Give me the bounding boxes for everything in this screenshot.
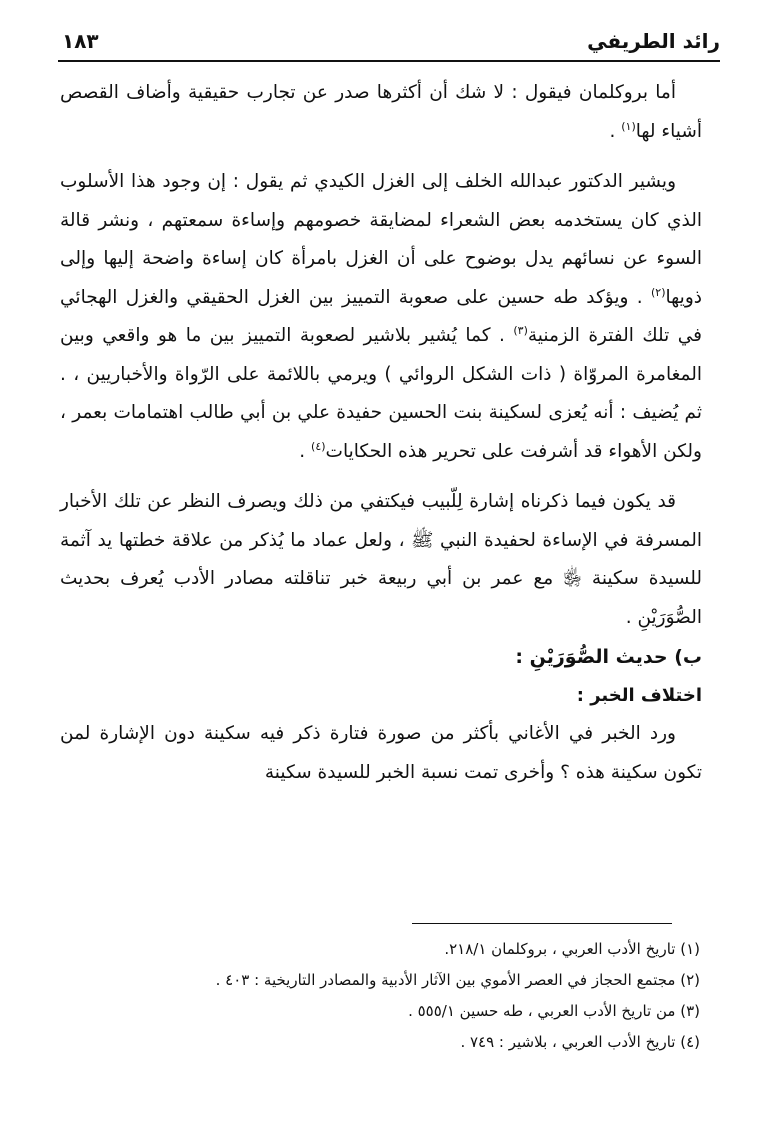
footnote-4: (٤) تاريخ الأدب العربي ، بلاشير : ٧٤٩ .: [460, 1033, 700, 1051]
main-text: [60, 74, 702, 792]
running-author: رائد الطريفي: [587, 29, 720, 53]
paragraph-3: قد يكون فيما ذكرناه إشارة لِلّبيب فيكتفي من ذلك ويصرف النظر عن تلك الأخبار المسرفة في الإساءة لحفيدة النبي ﷺ ، ولعل عماد ما يُذكر من علاقة خطتها يد آثمة للسيدة سكينة ﵂ مع عمر بن أبي ربيعة خبر تناقلته مصادر الأدب يُعرف بحديث الصُّوَرَيْنِ .: [60, 491, 702, 628]
header-divider: [58, 60, 720, 62]
paragraph-2-part-3: . كما يُشير بلاشير لصعوبة التمييز بين ما هو واقعي وبين المغامرة المروّاة ( ذات الشكل الروائي ) ويرمي باللائمة على الرّواة والأخباريين ، . ثم يُضيف : أنه يُعزى لسكينة بنت الحسين حفيدة علي بن أبي طالب اهتمامات بعمر ، ولكن الأهواء قد أشرفت على تحرير هذه الحكايات: [60, 325, 702, 462]
paragraph-1-tail: .: [609, 120, 622, 142]
footnote-1: (١) تاريخ الأدب العربي ، بروكلمان ٢١٨/١.: [444, 940, 700, 958]
section-heading: ب) حديث الصُّوَرَيْنِ :: [515, 646, 702, 668]
running-header: [62, 26, 720, 56]
footnote-2: (٢) مجتمع الحجاز في العصر الأموي بين الآثار الأدبية والمصادر التاريخية : ٤٠٣ .: [215, 971, 700, 989]
footnote-3: (٣) من تاريخ الأدب العربي ، طه حسين ٥٥٥/١ .: [408, 1002, 700, 1020]
footnote-ref-4[interactable]: (٤): [311, 439, 326, 453]
paragraph-2-part-2: . ويؤكد طه حسين على صعوبة التمييز بين الغزل الحقيقي والغزل الهجائي في تلك الفترة الزمنية: [60, 286, 702, 346]
footnote-ref-1[interactable]: (١): [621, 119, 636, 133]
sub-heading: اختلاف الخبر :: [576, 685, 702, 706]
paragraph-2-part-1: ويشير الدكتور عبدالله الخلف إلى الغزل الكيدي ثم يقول : إن وجود هذا الأسلوب الذي كان يستخدمه بعض الشعراء لمضايقة خصومهم وإساءة سمعتهم ، ونشر قالة السوء عن نسائهم يدل بوضوح على أن الغزل بامرأة كان إساءة واضحة إليها وإلى ذويها: [60, 171, 702, 308]
page-number: ١٨٣: [62, 29, 99, 53]
paragraph-1-text: أما بروكلمان فيقول : لا شك أن أكثرها صدر عن تجارب حقيقية وأضاف القصص أشياء لها: [60, 82, 702, 142]
footnote-ref-3[interactable]: (٣): [513, 323, 528, 337]
paragraph-2-part-4: .: [299, 440, 312, 462]
footnote-divider: [412, 923, 672, 924]
footnotes: [60, 934, 700, 1058]
paragraph-4: ورد الخبر في الأغاني بأكثر من صورة فتارة ذكر فيه سكينة دون الإشارة لمن تكون سكينة هذه ؟ وأخرى تمت نسبة الخبر للسيدة سكينة: [60, 723, 702, 783]
paragraph-gap: [60, 471, 702, 483]
paragraph-gap: [60, 151, 702, 163]
paragraph-2: [60, 163, 702, 471]
paragraph-1: [60, 74, 702, 151]
footnote-ref-2[interactable]: (٢): [650, 285, 666, 299]
